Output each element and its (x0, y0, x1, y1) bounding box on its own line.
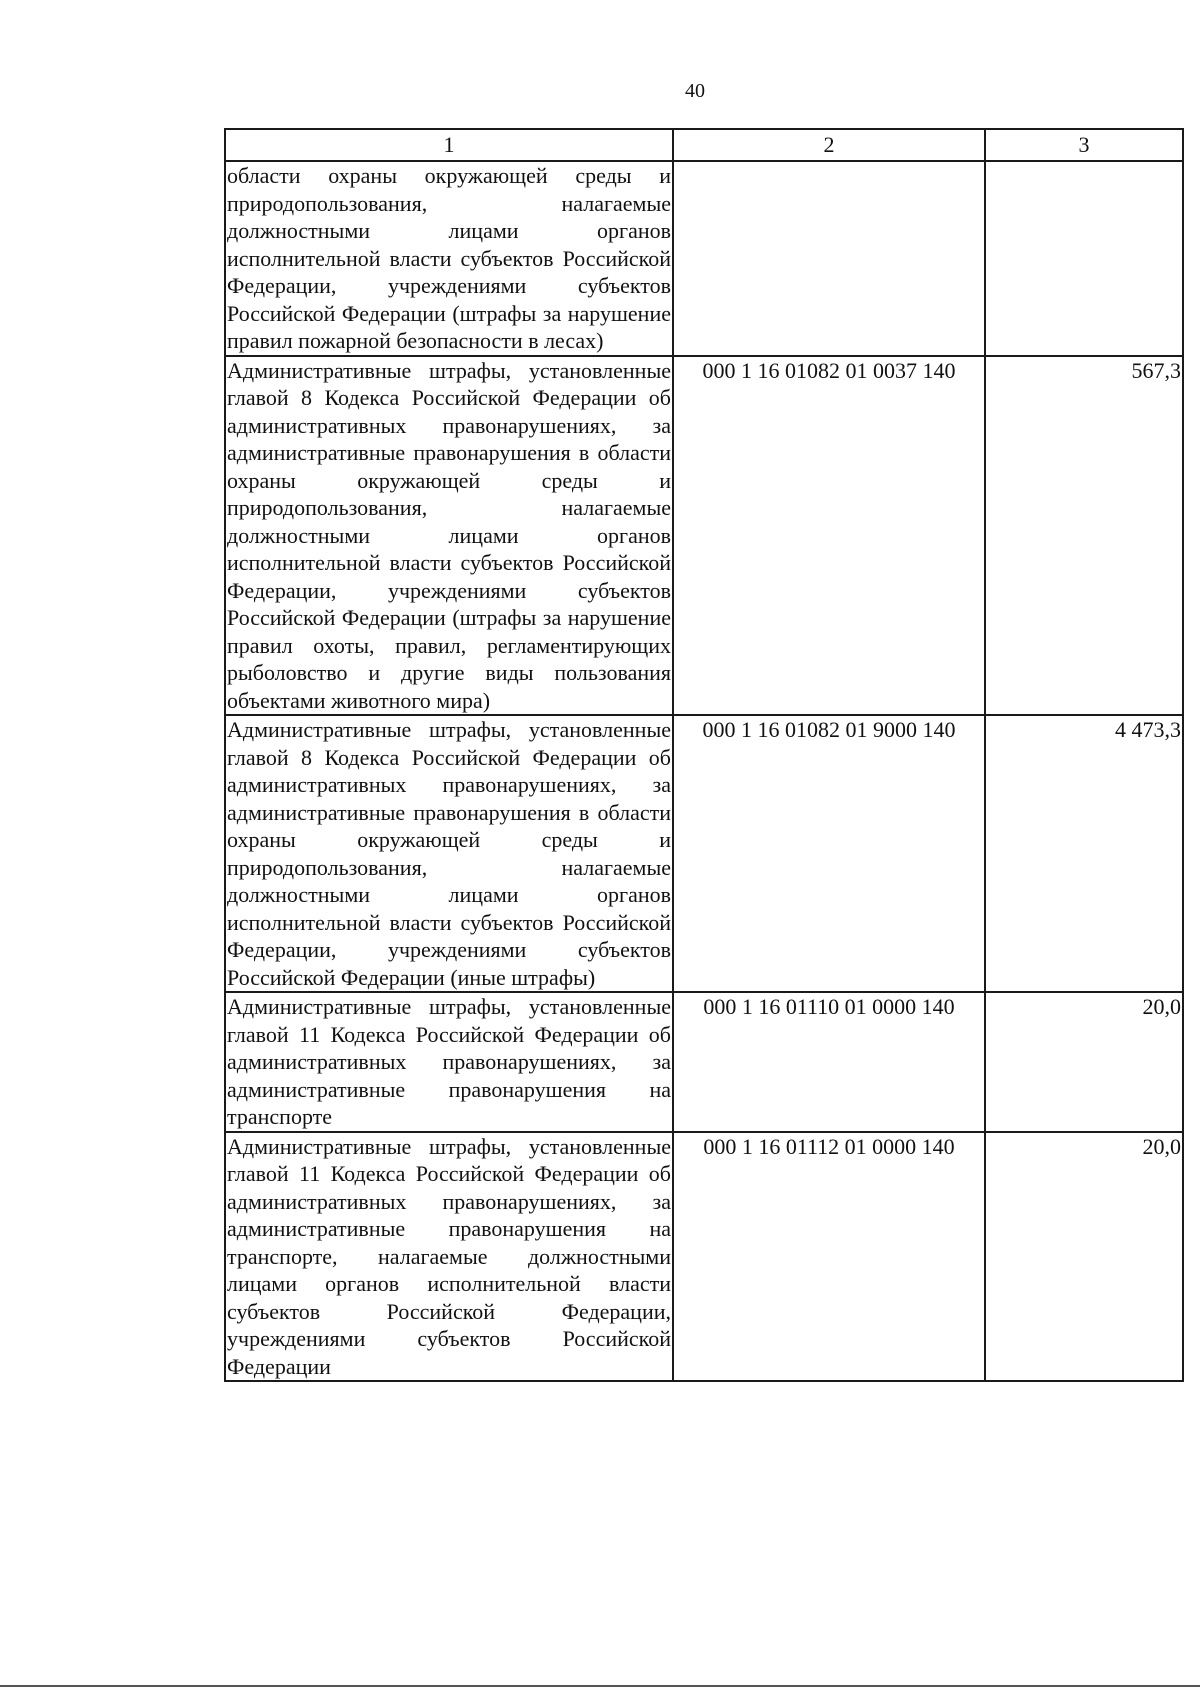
table-row (225, 992, 1183, 1132)
row-budget-code: 000 1 16 01082 01 9000 140 (673, 715, 985, 992)
row-description: Административные штрафы, установленные главой 8 Кодекса Российской Федерации об административных правонарушениях, за административные правонарушения в области охраны окружающей среды и природопользования, налагаемые должностными лицами органов исполнительной власти субъектов Российской Федерации, учреждениями субъектов Российской Федерации (штрафы за нарушение правил охоты, правил, регламентирующих рыболовство и другие виды пользования объектами животного мира) (225, 356, 673, 716)
column-header-2: 2 (673, 129, 985, 161)
row-budget-code (673, 161, 985, 356)
column-header-1: 1 (225, 129, 673, 161)
scan-edge-divider (0, 1685, 1200, 1687)
row-description: Административные штрафы, установленные главой 11 Кодекса Российской Федерации об административных правонарушениях, за административные правонарушения на транспорте, налагаемые должностными лицами органов исполнительной власти субъектов Российской Федерации, учреждениями субъектов Российской Федерации (225, 1132, 673, 1382)
budget-revenue-table (224, 128, 1184, 1382)
row-budget-code: 000 1 16 01110 01 0000 140 (673, 992, 985, 1132)
row-amount (985, 161, 1183, 356)
row-amount: 567,3 (985, 356, 1183, 716)
row-amount: 4 473,3 (985, 715, 1183, 992)
row-budget-code: 000 1 16 01082 01 0037 140 (673, 356, 985, 716)
row-amount: 20,0 (985, 1132, 1183, 1382)
row-description: Административные штрафы, установленные главой 8 Кодекса Российской Федерации об административных правонарушениях, за административные правонарушения в области охраны окружающей среды и природопользования, налагаемые должностными лицами органов исполнительной власти субъектов Российской Федерации, учреждениями субъектов Российской Федерации (иные штрафы) (225, 715, 673, 992)
table-row (225, 715, 1183, 992)
row-description: Административные штрафы, установленные главой 11 Кодекса Российской Федерации об административных правонарушениях, за административные правонарушения на транспорте (225, 992, 673, 1132)
table-row (225, 161, 1183, 356)
page-number: 40 (685, 80, 705, 102)
table-row (225, 1132, 1183, 1382)
row-budget-code: 000 1 16 01112 01 0000 140 (673, 1132, 985, 1382)
table-header-row (225, 129, 1183, 161)
column-header-3: 3 (985, 129, 1183, 161)
row-description: области охраны окружающей среды и природопользования, налагаемые должностными лицами органов исполнительной власти субъектов Российской Федерации, учреждениями субъектов Российской Федерации (штрафы за нарушение правил пожарной безопасности в лесах) (225, 161, 673, 356)
row-amount: 20,0 (985, 992, 1183, 1132)
table-row (225, 356, 1183, 716)
